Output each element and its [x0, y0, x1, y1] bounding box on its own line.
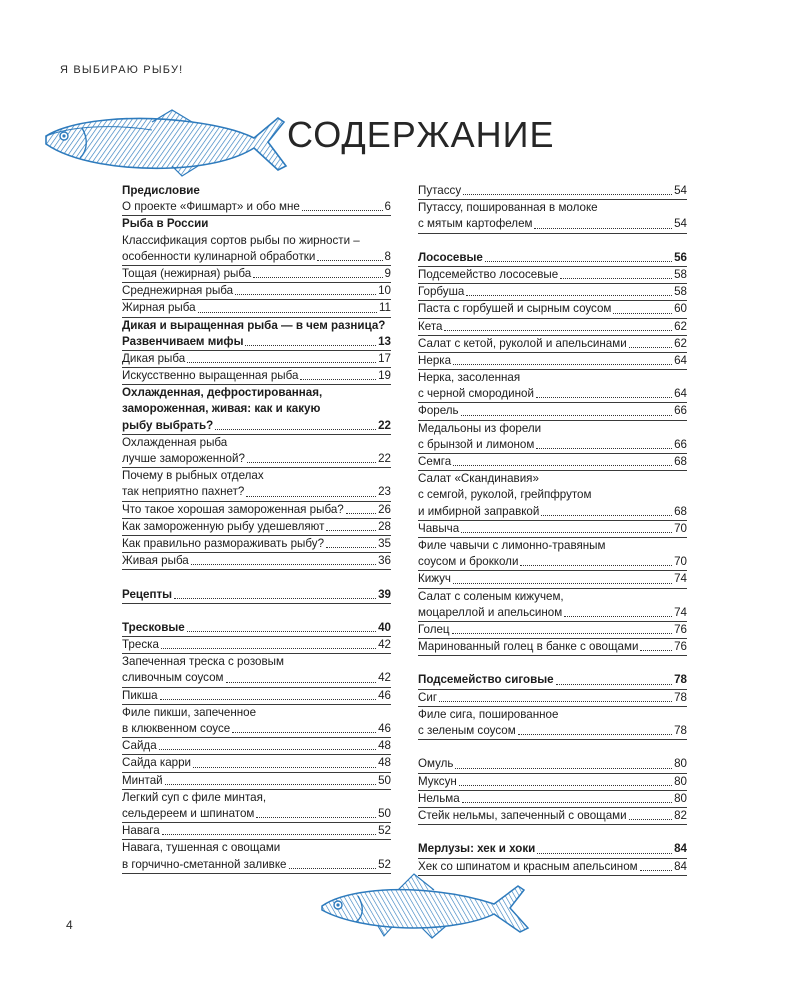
toc-entry-title: Развенчиваем мифы	[122, 334, 244, 348]
toc-entry-title: Хек со шпинатом и красным апельсином	[418, 859, 638, 873]
toc-entry[interactable]	[418, 487, 687, 503]
toc-entry-title: Нерка, засоленная	[418, 371, 521, 385]
toc-entry-page: 52	[378, 824, 391, 838]
toc-entry-title: Филе сига, пошированное	[418, 707, 559, 721]
toc-spacer	[122, 604, 391, 620]
toc-entry[interactable]	[122, 721, 391, 738]
toc-entry-title: Охлажденная рыба	[122, 435, 228, 449]
toc-entry-page: 52	[378, 857, 391, 871]
toc-entry[interactable]	[418, 723, 687, 740]
toc-entry-page: 78	[674, 690, 687, 704]
toc-entry-title: Семга	[418, 455, 452, 468]
toc-left-column	[122, 183, 391, 874]
toc-entry-page: 46	[378, 722, 391, 735]
toc-entry-title: Филе пикши, запеченное	[122, 705, 257, 719]
toc-entry-page: 82	[674, 808, 687, 822]
toc-dot-leader	[162, 823, 376, 839]
toc-entry-page: 62	[674, 336, 687, 350]
toc-entry-page: 13	[378, 334, 391, 348]
toc-dot-leader	[174, 587, 376, 603]
toc-entry[interactable]	[418, 756, 687, 773]
toc-entry-title: Маринованный голец в банке с овощами	[418, 640, 639, 654]
toc-dot-leader	[193, 755, 376, 771]
toc-entry-title: моцареллой и апельсином	[418, 605, 563, 619]
toc-dot-leader	[346, 502, 376, 518]
toc-entry-page: 62	[674, 319, 687, 333]
toc-entry-title: сельдереем и шпинатом	[122, 806, 255, 820]
toc-entry[interactable]	[418, 267, 687, 284]
toc-dot-leader	[226, 670, 377, 686]
toc-entry-page: 68	[674, 504, 687, 518]
toc-entry-page: 42	[378, 638, 391, 652]
toc-entry[interactable]	[122, 806, 391, 823]
toc-entry-title: Легкий суп с филе минтая,	[122, 790, 267, 804]
toc-entry-title: Путассу	[418, 184, 462, 197]
toc-dot-leader	[159, 738, 376, 754]
toc-entry-page: 19	[378, 369, 391, 383]
toc-entry[interactable]	[122, 738, 391, 755]
toc-entry-title: Салат с кетой, руколой и апельсинами	[418, 336, 627, 350]
toc-entry-title: Сайда	[122, 739, 157, 753]
toc-entry[interactable]	[122, 654, 391, 670]
toc-spacer	[418, 234, 687, 250]
toc-entry-title: Треска	[122, 638, 159, 652]
toc-entry[interactable]	[418, 216, 687, 233]
toc-entry-page: 58	[674, 285, 687, 299]
toc-dot-leader	[556, 672, 673, 688]
toc-entry-page: 64	[674, 353, 687, 367]
toc-entry-title: Подсемейство лососевые	[418, 267, 559, 281]
toc-dot-leader	[629, 336, 672, 352]
toc-entry-title: Почему в рыбных отделах	[122, 469, 264, 483]
toc-dot-leader	[326, 519, 376, 535]
toc-entry-title: Сиг	[418, 690, 438, 704]
toc-entry[interactable]	[122, 368, 391, 385]
toc-entry-title: в горчично-сметанной заливке	[122, 857, 287, 871]
toc-entry-title: с семгой, руколой, грейпфрутом	[418, 488, 592, 502]
toc-dot-leader	[161, 637, 376, 653]
toc-entry[interactable]	[418, 403, 687, 420]
toc-dot-leader	[453, 454, 672, 470]
toc-entry-title: с брынзой и лимоном	[418, 437, 535, 451]
toc-entry-page: 80	[674, 774, 687, 788]
toc-entry-title: Кижуч	[418, 572, 451, 586]
toc-entry[interactable]	[122, 233, 391, 249]
toc-entry-title: с черной смородиной	[418, 387, 534, 401]
toc-entry-title: Живая рыба	[122, 554, 189, 568]
toc-entry-page: 76	[674, 622, 687, 636]
toc-entry-title: Пикша	[122, 688, 158, 702]
toc-entry-page: 50	[378, 773, 391, 787]
toc-entry-title: в клюквенном соусе	[122, 722, 231, 735]
toc-entry[interactable]	[418, 707, 687, 723]
toc-entry[interactable]	[418, 690, 687, 707]
toc-entry-title: Филе чавычи с лимонно-травяным	[418, 538, 606, 552]
toc-dot-leader	[453, 571, 672, 587]
herring-illustration-icon	[42, 108, 288, 180]
toc-entry-title: Среднежирная рыба	[122, 284, 234, 298]
toc-entry[interactable]	[122, 351, 391, 368]
toc-dot-leader	[165, 773, 376, 789]
toc-dot-leader	[520, 554, 672, 570]
toc-entry-page: 78	[674, 724, 687, 737]
toc-entry[interactable]	[122, 536, 391, 553]
toc-entry-title: Дикая рыба	[122, 351, 186, 365]
herring-illustration-icon	[318, 868, 532, 940]
toc-entry[interactable]	[122, 283, 391, 300]
toc-entry-page: 66	[674, 437, 687, 451]
toc-entry[interactable]	[418, 336, 687, 353]
toc-entry-title: сливочным соусом	[122, 671, 224, 685]
toc-entry[interactable]	[122, 553, 391, 570]
toc-entry[interactable]	[418, 622, 687, 639]
toc-entry[interactable]	[122, 385, 391, 401]
toc-dot-leader	[253, 266, 382, 282]
toc-dot-leader	[317, 249, 382, 265]
toc-entry[interactable]	[418, 639, 687, 656]
toc-dot-leader	[463, 183, 672, 199]
toc-entry-page: 74	[674, 605, 687, 619]
toc-entry[interactable]	[418, 250, 687, 267]
toc-entry-page: 50	[378, 806, 391, 820]
toc-entry-page: 54	[674, 184, 687, 197]
toc-entry[interactable]	[418, 504, 687, 521]
toc-entry-title: Нерка	[418, 353, 452, 367]
toc-entry-title: Навага, тушенная с овощами	[122, 841, 281, 855]
toc-entry-page: 80	[674, 757, 687, 771]
toc-entry[interactable]	[122, 519, 391, 536]
toc-dot-leader	[452, 622, 673, 638]
toc-entry[interactable]	[418, 521, 687, 538]
toc-entry-page: 84	[674, 859, 687, 873]
toc-entry-page: 80	[674, 791, 687, 805]
toc-dot-leader	[300, 368, 376, 384]
toc-entry[interactable]	[122, 502, 391, 519]
toc-entry-title: и имбирной заправкой	[418, 504, 540, 518]
toc-dot-leader	[629, 808, 673, 824]
toc-entry-page: 26	[378, 502, 391, 516]
toc-entry[interactable]	[122, 435, 391, 451]
toc-entry-title: Рецепты	[122, 587, 173, 601]
toc-entry-page: 42	[378, 671, 391, 685]
toc-entry-title: Мерлузы: хек и хоки	[418, 842, 536, 856]
toc-entry[interactable]	[418, 605, 687, 622]
toc-dot-leader	[462, 791, 672, 807]
toc-entry[interactable]	[418, 370, 687, 386]
toc-dot-leader	[326, 536, 376, 552]
toc-entry-title: Путассу, пошированная в молоке	[418, 201, 598, 215]
toc-spacer	[122, 570, 391, 586]
toc-entry[interactable]	[122, 216, 391, 232]
toc-dot-leader	[541, 504, 672, 520]
toc-spacer	[418, 656, 687, 672]
toc-entry[interactable]	[122, 705, 391, 721]
toc-entry-page: 17	[378, 351, 391, 365]
toc-entry[interactable]	[418, 774, 687, 791]
toc-entry[interactable]	[122, 401, 391, 417]
toc-entry-page: 76	[674, 640, 687, 654]
toc-entry[interactable]	[122, 451, 391, 468]
toc-entry[interactable]	[122, 755, 391, 772]
toc-entry-title: Стейк нельмы, запеченный с овощами	[418, 808, 627, 822]
toc-dot-leader	[537, 841, 672, 857]
toc-entry-page: 8	[384, 249, 391, 263]
toc-entry-title: так неприятно пахнет?	[122, 485, 245, 499]
toc-dot-leader	[453, 353, 672, 369]
toc-dot-leader	[187, 351, 376, 367]
toc-spacer	[418, 740, 687, 756]
toc-entry-title: Чавыча	[418, 521, 460, 535]
toc-entry[interactable]	[418, 791, 687, 808]
toc-entry-page: 48	[378, 756, 391, 770]
toc-entry[interactable]	[122, 773, 391, 790]
toc-dot-leader	[247, 451, 376, 467]
toc-entry-title: Рыба в России	[122, 217, 209, 231]
toc-dot-leader	[256, 806, 376, 822]
toc-entry-page: 70	[674, 521, 687, 535]
toc-entry[interactable]	[418, 554, 687, 571]
toc-dot-leader	[455, 756, 672, 772]
toc-entry-page: 58	[674, 267, 687, 281]
toc-spacer	[418, 825, 687, 841]
toc-entry[interactable]	[122, 637, 391, 654]
toc-entry-title: Охлажденная, дефростированная,	[122, 386, 323, 400]
toc-dot-leader	[564, 605, 672, 621]
toc-entry-page: 60	[674, 302, 687, 316]
toc-entry[interactable]	[418, 538, 687, 554]
toc-dot-leader	[444, 319, 672, 335]
toc-entry-title: Омуль	[418, 757, 454, 771]
toc-entry[interactable]	[122, 484, 391, 501]
toc-entry-title: Муксун	[418, 774, 457, 788]
toc-dot-leader	[560, 267, 672, 283]
toc-entry[interactable]	[122, 300, 391, 317]
toc-entry[interactable]	[122, 670, 391, 687]
toc-entry-title: Медальоны из форели	[418, 421, 542, 435]
toc-entry-page: 56	[674, 250, 687, 264]
toc-dot-leader	[613, 301, 672, 317]
toc-entry-title: Паста с горбушей и сырным соусом	[418, 302, 612, 316]
toc-entry[interactable]	[418, 421, 687, 437]
toc-entry[interactable]	[122, 840, 391, 856]
toc-entry-title: Голец	[418, 622, 450, 636]
toc-dot-leader	[198, 300, 377, 316]
toc-entry-title: Горбуша	[418, 285, 465, 299]
toc-entry[interactable]	[122, 183, 391, 199]
toc-entry-title: Подсемейство сиговые	[418, 673, 554, 687]
toc-entry[interactable]	[122, 688, 391, 705]
toc-dot-leader	[302, 199, 383, 215]
toc-entry[interactable]	[418, 301, 687, 318]
toc-entry-page: 10	[378, 284, 391, 298]
toc-entry-title: Дикая и выращенная рыба — в чем разница?	[122, 318, 386, 332]
toc-entry-page: 54	[674, 217, 687, 231]
toc-dot-leader	[485, 250, 672, 266]
toc-entry[interactable]	[418, 454, 687, 471]
toc-entry[interactable]	[122, 468, 391, 484]
toc-entry-title: Салат «Скандинавия»	[418, 472, 539, 486]
toc-entry-title: Сайда карри	[122, 756, 192, 770]
toc-entry-title: Искусственно выращенная рыба	[122, 369, 299, 383]
toc-entry-title: с зеленым соусом	[418, 724, 516, 737]
toc-entry-title: Что такое хорошая замороженная рыба?	[122, 502, 344, 516]
toc-entry-page: 22	[378, 418, 391, 432]
toc-dot-leader	[461, 521, 672, 537]
toc-dot-leader	[536, 386, 672, 402]
toc-entry[interactable]	[122, 587, 391, 604]
toc-entry-title: рыбу выбрать?	[122, 418, 214, 432]
toc-entry-page: 28	[378, 519, 391, 533]
toc-entry-page: 74	[674, 572, 687, 586]
toc-entry-title: Как правильно размораживать рыбу?	[122, 536, 325, 550]
toc-entry-page: 84	[674, 842, 687, 856]
toc-entry-page: 66	[674, 404, 687, 418]
running-head: Я ВЫБИРАЮ РЫБУ!	[60, 64, 184, 76]
toc-dot-leader	[466, 284, 672, 300]
toc-dot-leader	[246, 484, 376, 500]
toc-entry[interactable]	[122, 334, 391, 351]
page-title: СОДЕРЖАНИЕ	[287, 114, 555, 155]
toc-entry[interactable]	[122, 620, 391, 637]
toc-dot-leader	[187, 620, 376, 636]
toc-entry[interactable]	[122, 318, 391, 334]
toc-entry-title: особенности кулинарной обработки	[122, 249, 316, 263]
toc-dot-leader	[191, 553, 376, 569]
toc-entry-title: Минтай	[122, 773, 163, 787]
toc-entry-title: Запеченная треска с розовым	[122, 655, 284, 669]
toc-entry-title: Кета	[418, 319, 443, 333]
toc-entry[interactable]	[418, 589, 687, 605]
toc-dot-leader	[215, 418, 376, 434]
toc-entry-title: Салат с соленым кижучем,	[418, 589, 564, 603]
toc-entry-title: Тощая (нежирная) рыба	[122, 266, 252, 280]
toc-dot-leader	[245, 334, 376, 350]
toc-entry[interactable]	[122, 418, 391, 435]
toc-entry-page: 64	[674, 387, 687, 401]
toc-entry-page: 11	[378, 301, 391, 315]
toc-entry[interactable]	[418, 386, 687, 403]
toc-entry-title: Предисловие	[122, 184, 200, 197]
toc-entry-page: 70	[674, 555, 687, 569]
toc-entry[interactable]	[122, 249, 391, 266]
page-number: 4	[66, 918, 73, 932]
toc-entry-page: 39	[378, 587, 391, 601]
toc-entry-page: 35	[378, 536, 391, 550]
toc-entry-page: 78	[674, 673, 687, 687]
toc-entry[interactable]	[418, 200, 687, 216]
toc-entry-page: 36	[378, 554, 391, 568]
toc-entry[interactable]	[418, 437, 687, 454]
toc-entry-title: Лососевые	[418, 250, 483, 264]
toc-entry[interactable]	[122, 266, 391, 283]
toc-entry-title: Тресковые	[122, 620, 185, 634]
toc-entry-title: Форель	[418, 404, 459, 418]
toc-entry-page: 46	[378, 688, 391, 702]
toc-entry[interactable]	[122, 199, 391, 216]
toc-entry[interactable]	[418, 808, 687, 825]
toc-dot-leader	[461, 403, 673, 419]
toc-entry[interactable]	[418, 672, 687, 689]
toc-entry-page: 68	[674, 455, 687, 468]
toc-dot-leader	[232, 721, 376, 737]
toc-dot-leader	[518, 723, 672, 739]
toc-dot-leader	[160, 688, 376, 704]
toc-entry-page: 23	[378, 485, 391, 499]
toc-entry[interactable]	[418, 319, 687, 336]
toc-dot-leader	[459, 774, 672, 790]
toc-entry-title: лучше замороженной?	[122, 452, 245, 465]
toc-dot-leader	[640, 639, 672, 655]
toc-dot-leader	[235, 283, 376, 299]
toc-dot-leader	[534, 216, 672, 232]
toc-entry[interactable]	[418, 183, 687, 200]
toc-entry-page: 48	[378, 739, 391, 753]
toc-entry-page: 40	[378, 620, 391, 634]
toc-entry-title: О проекте «Фишмарт» и обо мне	[122, 200, 300, 214]
toc-entry[interactable]	[418, 471, 687, 487]
toc-entry-title: соусом и брокколи	[418, 555, 519, 569]
toc-entry-title: Жирная рыба	[122, 301, 196, 315]
toc-entry-page: 6	[384, 200, 391, 214]
toc-dot-leader	[439, 690, 672, 706]
toc-entry-title: Классификация сортов рыбы по жирности –	[122, 233, 360, 247]
toc-entry[interactable]	[418, 841, 687, 858]
toc-entry-title: с мятым картофелем	[418, 217, 533, 231]
toc-entry[interactable]	[418, 571, 687, 588]
toc-entry-page: 22	[378, 452, 391, 465]
toc-entry[interactable]	[418, 353, 687, 370]
toc-entry[interactable]	[122, 823, 391, 840]
toc-entry[interactable]	[418, 284, 687, 301]
toc-right-column	[418, 183, 687, 876]
toc-entry[interactable]	[122, 790, 391, 806]
toc-entry-title: Навага	[122, 824, 160, 838]
toc-dot-leader	[536, 437, 672, 453]
toc-entry-title: Нельма	[418, 791, 460, 805]
toc-dot-leader	[640, 859, 672, 875]
toc-entry-title: замороженная, живая: как и какую	[122, 402, 321, 416]
toc-entry-page: 9	[384, 266, 391, 280]
toc-entry-title: Как замороженную рыбу удешевляют	[122, 519, 325, 533]
